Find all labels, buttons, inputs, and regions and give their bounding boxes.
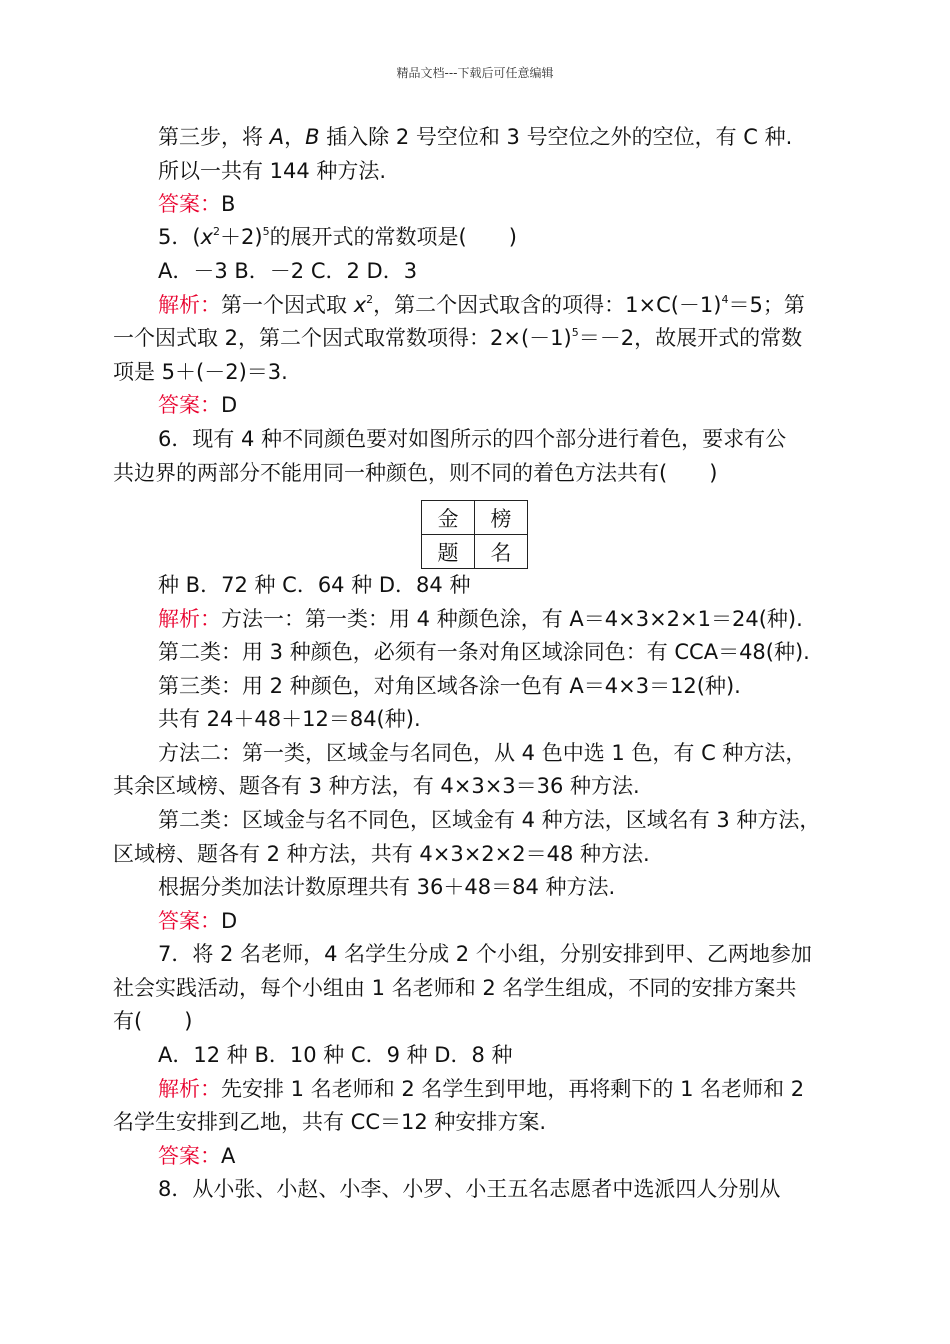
text-run: D xyxy=(221,393,238,417)
answer-label: 解析： xyxy=(158,607,221,631)
text-run: 方法二：第一类，区域金与名同色，从 4 色中选 1 色，有 C 种方法， xyxy=(158,741,807,765)
text-line xyxy=(158,222,517,252)
text-run: ，第二个因式取含的项得：1×C(－1) xyxy=(373,293,722,317)
text-run: x xyxy=(353,293,367,317)
text-run: 名学生安排到乙地，共有 CC＝12 种安排方案. xyxy=(113,1110,547,1134)
text-run: 区域榜、题各有 2 种方法，共有 4×3×2×2＝48 种方法. xyxy=(113,842,650,866)
text-run: 种 B．72 种 C．64 种 D．84 种 xyxy=(158,573,471,597)
text-run: 第三步，将 xyxy=(158,125,270,149)
text-run: 有( ) xyxy=(113,1009,193,1033)
text-run: 其余区域榜、题各有 3 种方法，有 4×3×3＝36 种方法. xyxy=(113,774,640,798)
text-run: 2 xyxy=(213,225,220,238)
text-run: 项是 5＋(－2)＝3. xyxy=(113,360,288,384)
text-run: B xyxy=(305,125,320,149)
text-run: 插入除 2 号空位和 3 号空位之外的空位，有 C 种. xyxy=(319,125,793,149)
text-run: D xyxy=(221,909,238,933)
answer-label: 答案： xyxy=(158,1144,221,1168)
region-jin: 金 xyxy=(422,501,475,535)
text-run: 社会实践活动，每个小组由 1 名老师和 2 名学生组成，不同的安排方案共 xyxy=(113,976,797,1000)
answer-label: 答案： xyxy=(158,393,221,417)
text-run: A xyxy=(269,125,285,149)
text-run: ， xyxy=(284,125,306,149)
text-run: 4 xyxy=(721,293,729,306)
text-line xyxy=(158,189,235,219)
text-line xyxy=(113,357,288,387)
text-line xyxy=(158,738,806,768)
text-run: 第二类：区域金与名不同色，区域金有 4 种方法，区域名有 3 种方法， xyxy=(158,808,821,832)
text-line xyxy=(158,637,810,667)
coloring-figure-table xyxy=(421,500,528,569)
text-run: 5 xyxy=(571,326,579,339)
text-run: 先安排 1 名老师和 2 名学生到甲地，再将剩下的 1 名老师和 2 xyxy=(221,1077,805,1101)
text-line xyxy=(113,323,802,353)
text-line xyxy=(113,1006,192,1036)
text-line xyxy=(113,839,650,869)
region-ti: 题 xyxy=(422,535,475,569)
text-line xyxy=(113,458,717,488)
text-run: A xyxy=(221,1144,236,1168)
text-run: 一个因式取 2，第二个因式取常数项得：2×(－1) xyxy=(113,326,572,350)
text-run: A．－3 B．－2 C．2 D．3 xyxy=(158,259,418,283)
text-run: 根据分类加法计数原理共有 36＋48＝84 种方法. xyxy=(158,875,616,899)
text-line xyxy=(113,771,640,801)
text-line xyxy=(158,156,386,186)
text-run: 的展开式的常数项是( ) xyxy=(269,225,517,249)
answer-label: 解析： xyxy=(158,1077,221,1101)
text-line xyxy=(113,973,796,1003)
text-run: 2 xyxy=(366,293,374,306)
text-line xyxy=(158,1040,513,1070)
text-line xyxy=(158,872,615,902)
text-run: 第二类：用 3 种颜色，必须有一条对角区域涂同色：有 CCA＝48(种). xyxy=(158,640,810,664)
text-run: 8．从小张、小赵、小李、小罗、小王五名志愿者中选派四人分别从 xyxy=(158,1177,781,1201)
text-run: x xyxy=(200,225,213,249)
text-line xyxy=(158,290,805,320)
text-line xyxy=(158,390,237,420)
text-line xyxy=(158,256,417,286)
text-run: ＋2) xyxy=(220,225,263,249)
text-run: 方法一：第一类：用 4 种颜色涂，有 A＝4×3×2×1＝24(种). xyxy=(221,607,803,631)
page-header: 精品文档---下载后可任意编辑 xyxy=(396,66,554,80)
text-run: 6．现有 4 种不同颜色要对如图所示的四个部分进行着色，要求有公 xyxy=(158,427,787,451)
text-run: 第一个因式取 xyxy=(221,293,354,317)
text-run: 7．将 2 名老师，4 名学生分成 2 个小组，分别安排到甲、乙两地参加 xyxy=(158,942,812,966)
text-line xyxy=(113,1107,546,1137)
text-run: A．12 种 B．10 种 C．9 种 D．8 种 xyxy=(158,1043,513,1067)
text-line xyxy=(158,424,786,454)
answer-label: 答案： xyxy=(158,192,221,216)
answer-label: 解析： xyxy=(158,293,221,317)
text-line xyxy=(158,939,812,969)
text-line xyxy=(158,1174,780,1204)
text-line xyxy=(158,906,237,936)
text-line xyxy=(158,122,792,152)
text-line xyxy=(158,671,741,701)
text-run: ＝5；第 xyxy=(728,293,805,317)
text-run: 共边界的两部分不能用同一种颜色，则不同的着色方法共有( ) xyxy=(113,461,718,485)
text-run: 所以一共有 144 种方法. xyxy=(158,159,387,183)
text-run: 第三类：用 2 种颜色，对角区域各涂一色有 A＝4×3＝12(种). xyxy=(158,674,741,698)
text-line xyxy=(158,704,421,734)
text-line xyxy=(158,805,820,835)
text-run: ＝－2，故展开式的常数 xyxy=(578,326,803,350)
region-ming: 名 xyxy=(475,535,528,569)
text-run: 5．( xyxy=(158,225,201,249)
text-run: 5 xyxy=(262,225,270,238)
text-run: B xyxy=(221,192,236,216)
text-line xyxy=(158,1074,804,1104)
text-line xyxy=(158,570,470,600)
text-line xyxy=(158,604,803,634)
text-run: 共有 24＋48＋12＝84(种). xyxy=(158,707,421,731)
answer-label: 答案： xyxy=(158,909,221,933)
region-bang: 榜 xyxy=(475,501,528,535)
text-line xyxy=(158,1141,235,1171)
